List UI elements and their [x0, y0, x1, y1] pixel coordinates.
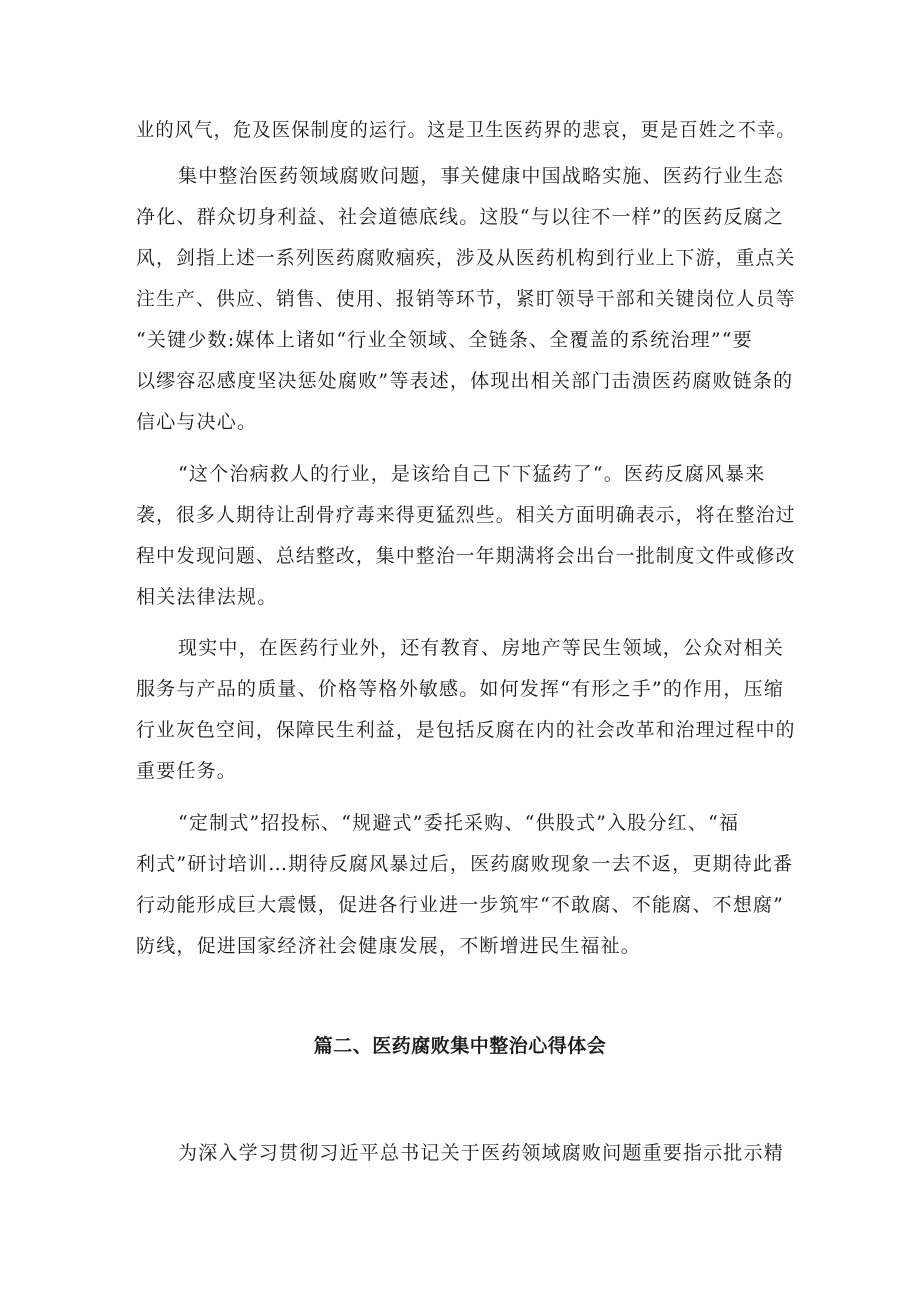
paragraph-2-line-5: “关键少数:媒体上诸如“行业全领域、全链条、全覆盖的系统治理”“要 — [136, 329, 753, 351]
paragraph-4-line-4: 重要任务。 — [136, 760, 238, 782]
paragraph-3-line-1: “这个治病救人的行业，是该给自己下下猛药了“。医药反腐风暴来 — [178, 463, 766, 485]
paragraph-4-line-1: 现实中，在医药行业外，还有教育、房地产等民生领域，公众对相关 — [178, 637, 785, 659]
paragraph-2-line-7: 信心与决心。 — [136, 411, 258, 433]
paragraph-2-line-1: 集中整治医药领域腐败问题，事关健康中国战略实施、医药行业生态 — [178, 165, 785, 187]
paragraph-2-line-6: 以缪容忍感度坚决惩处腐败”等表述，体现出相关部门击溃医药腐败链条的 — [136, 370, 794, 392]
paragraph-3-line-2: 袭，很多人期待让刮骨疗毒来得更猛烈些。相关方面明确表示，将在整治过 — [136, 504, 796, 526]
paragraph-4-line-2: 服务与产品的质量、价格等格外敏感。如何发挥“有形之手”的作用，压缩 — [136, 678, 785, 700]
paragraph-5-line-4: 防线，促进国家经济社会健康发展，不断增进民生福祉。 — [136, 935, 642, 957]
paragraph-6-line-1: 为深入学习贯彻习近平总书记关于医药领域腐败问题重要指示批示精 — [178, 1142, 785, 1164]
paragraph-2-line-3: 风，剑指上述一系列医药腐败痼疾，涉及从医药机构到行业上下游，重点关 — [136, 247, 796, 269]
section-heading: 篇二、医药腐败集中整治心得体会 — [313, 1035, 607, 1057]
paragraph-3-line-4: 相关法律法规。 — [136, 586, 278, 608]
paragraph-1-line-1: 业的风气，危及医保制度的运行。这是卫生医药界的悲哀，更是百姓之不幸。 — [136, 119, 796, 141]
paragraph-3-line-3: 程中发现问题、总结整改，集中整治一年期满将会出台一批制度文件或修改 — [136, 545, 796, 567]
paragraph-4-line-3: 行业灰色空间，保障民生利益，是包括反腐在内的社会改革和治理过程中的 — [136, 719, 796, 741]
paragraph-2-line-4: 注生产、供应、销售、使用、报销等环节，紧盯领导干部和关键岗位人员等 — [136, 288, 796, 310]
paragraph-5-line-3: 行动能形成巨大震慑，促进各行业进一步筑牢“不敢腐、不能腐、不想腐” — [136, 894, 785, 916]
paragraph-5-line-1: “定制式”招投标、“规避式”委托采购、“供股式”入股分红、“福 — [178, 812, 740, 834]
paragraph-2-line-2: 净化、群众切身利益、社会道德底线。这股“与以往不一样”的医药反腐之 — [136, 206, 785, 228]
paragraph-5-line-2: 利式”研讨培训…期待反腐风暴过后，医药腐败现象一去不返，更期待此番 — [136, 853, 794, 875]
